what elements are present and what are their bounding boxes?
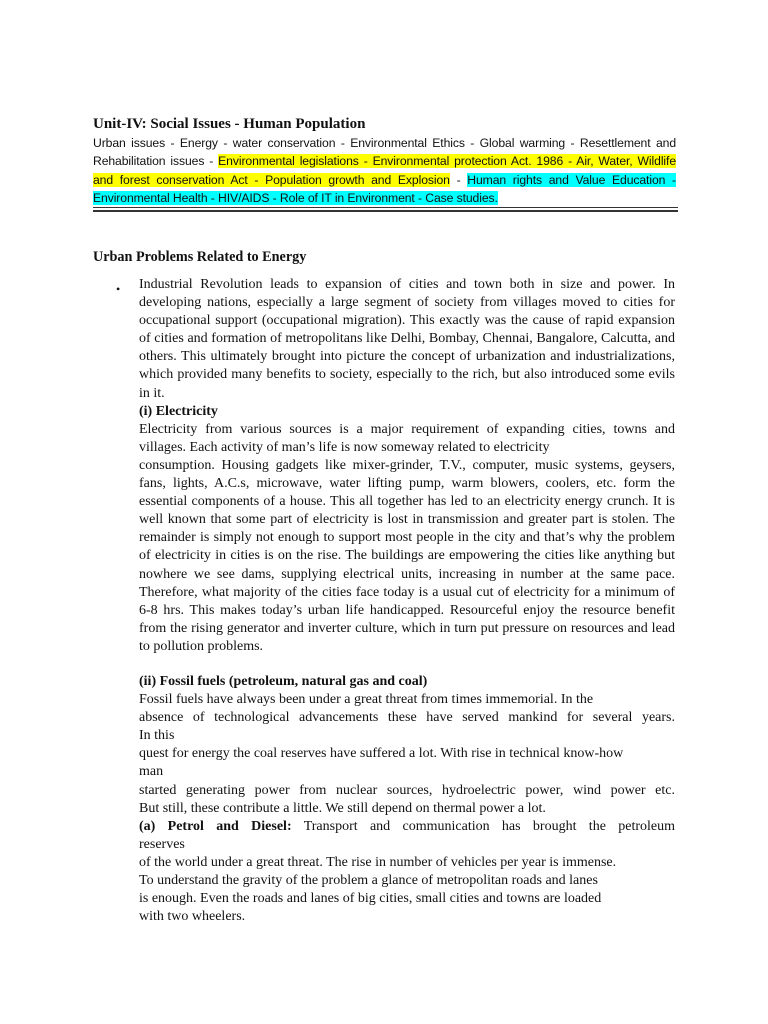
petrol-line-5: is enough. Even the roads and lanes of big cities, small cities and towns are loaded (139, 891, 602, 907)
petrol-line-3: of the world under a great threat. The rise in number of vehicles per year is immense. (139, 854, 617, 870)
fossil-heading: (ii) Fossil fuels (petroleum, natural gas and coal) (139, 673, 428, 689)
petrol-line-1 (139, 818, 675, 836)
syllabus-highlight-yellow: Environmental legislations - Environmental protection Act. 1986 - Air, Water, Wildlife and forest conservation Act - Population growth and Explosion (93, 154, 676, 187)
intro-paragraph: Industrial Revolution leads to expansion of cities and town both in size and power. In developing nations, especially a large segment of society from villages moved to cities for occupational support (occupational migration). This exactly was the cause of rapid expansion of cities and formation of metropolitans like Delhi, Bombay, Chennai, Bangalore, Calcutta, and others. This ultimately brought into picture the concept of urbanization and industrializations, which provided many benefits to society, especially to the rich, but also introduced some evils in it. (139, 277, 675, 401)
petrol-line-1-text: Transport and communication has brought the petroleum (291, 818, 676, 834)
header-divider-thick (93, 210, 678, 212)
fossil-line-4: quest for energy the coal reserves have suffered a lot. With rise in technical know-how (139, 746, 624, 762)
bullet-icon: • (116, 282, 121, 296)
electricity-paragraph: consumption. Housing gadgets like mixer-grinder, T.V., computer, music systems, geysers, fans, lights, A.C.s, microwave, water lifting pump, warm blowers, coolers, etc. form the essential components of a house. This all together has led to an electricity energy crunch. It is well known that some part of electricity is lost in transmission and greater part is stolen. The remainder is simply not enough to support most people in the city and that’s why the problem of electricity in cities is on the rise. The buildings are empowering the cities like anything but nowhere we see dams, supplying electrical units, increasing in number at the same pace. Therefore, what majority of the cities face today is a usual cut of electricity for a minimum of 6-8 hrs. This makes today’s urban life handicapped. Resourceful enjoy the resource benefit from the rising generator and inverter culture, which in turn put pressure on resources and lead to pollution problems. (139, 457, 675, 654)
header-divider-thin (93, 207, 678, 208)
fossil-line-6: started generating power from nuclear sources, hydroelectric power, wind power etc. (139, 782, 675, 798)
petrol-label: (a) Petrol and Diesel: (139, 818, 292, 834)
fossil-line-1: Fossil fuels have always been under a great threat from times immemorial. In the (139, 692, 594, 708)
fossil-line-3: In this (139, 728, 175, 744)
fossil-line-2: absence of technological advancements these have served mankind for several years. (139, 710, 675, 726)
paragraph-gap (139, 656, 675, 673)
electricity-line-2: villages. Each activity of man’s life is now someway related to electricity (139, 439, 550, 455)
electricity-heading: (i) Electricity (139, 403, 218, 419)
section-title: Urban Problems Related to Energy (93, 249, 307, 265)
fossil-line-5: man (139, 764, 164, 780)
syllabus-text (93, 134, 676, 207)
unit-title: Unit-IV: Social Issues - Human Population (93, 116, 366, 132)
section-body (139, 276, 675, 926)
petrol-line-6: with two wheelers. (139, 909, 246, 925)
syllabus-highlight-cyan: Human rights and Value Education - Environmental Health - HIV/AIDS - Role of IT in Environment - Case studies. (93, 172, 677, 205)
petrol-line-2: reserves (139, 836, 185, 852)
fossil-line-7: But still, these contribute a little. We still depend on thermal power a lot. (139, 800, 546, 816)
syllabus-separator: - (449, 172, 468, 187)
syllabus-plain: Urban issues - Energy - water conservation - Environmental Ethics - Global warming - Resettlement and Rehabilitation issues - (93, 136, 676, 169)
electricity-line-1: Electricity from various sources is a major requirement of expanding cities, towns and (139, 421, 675, 437)
petrol-line-4: To understand the gravity of the problem a glance of metropolitan roads and lanes (139, 873, 598, 888)
